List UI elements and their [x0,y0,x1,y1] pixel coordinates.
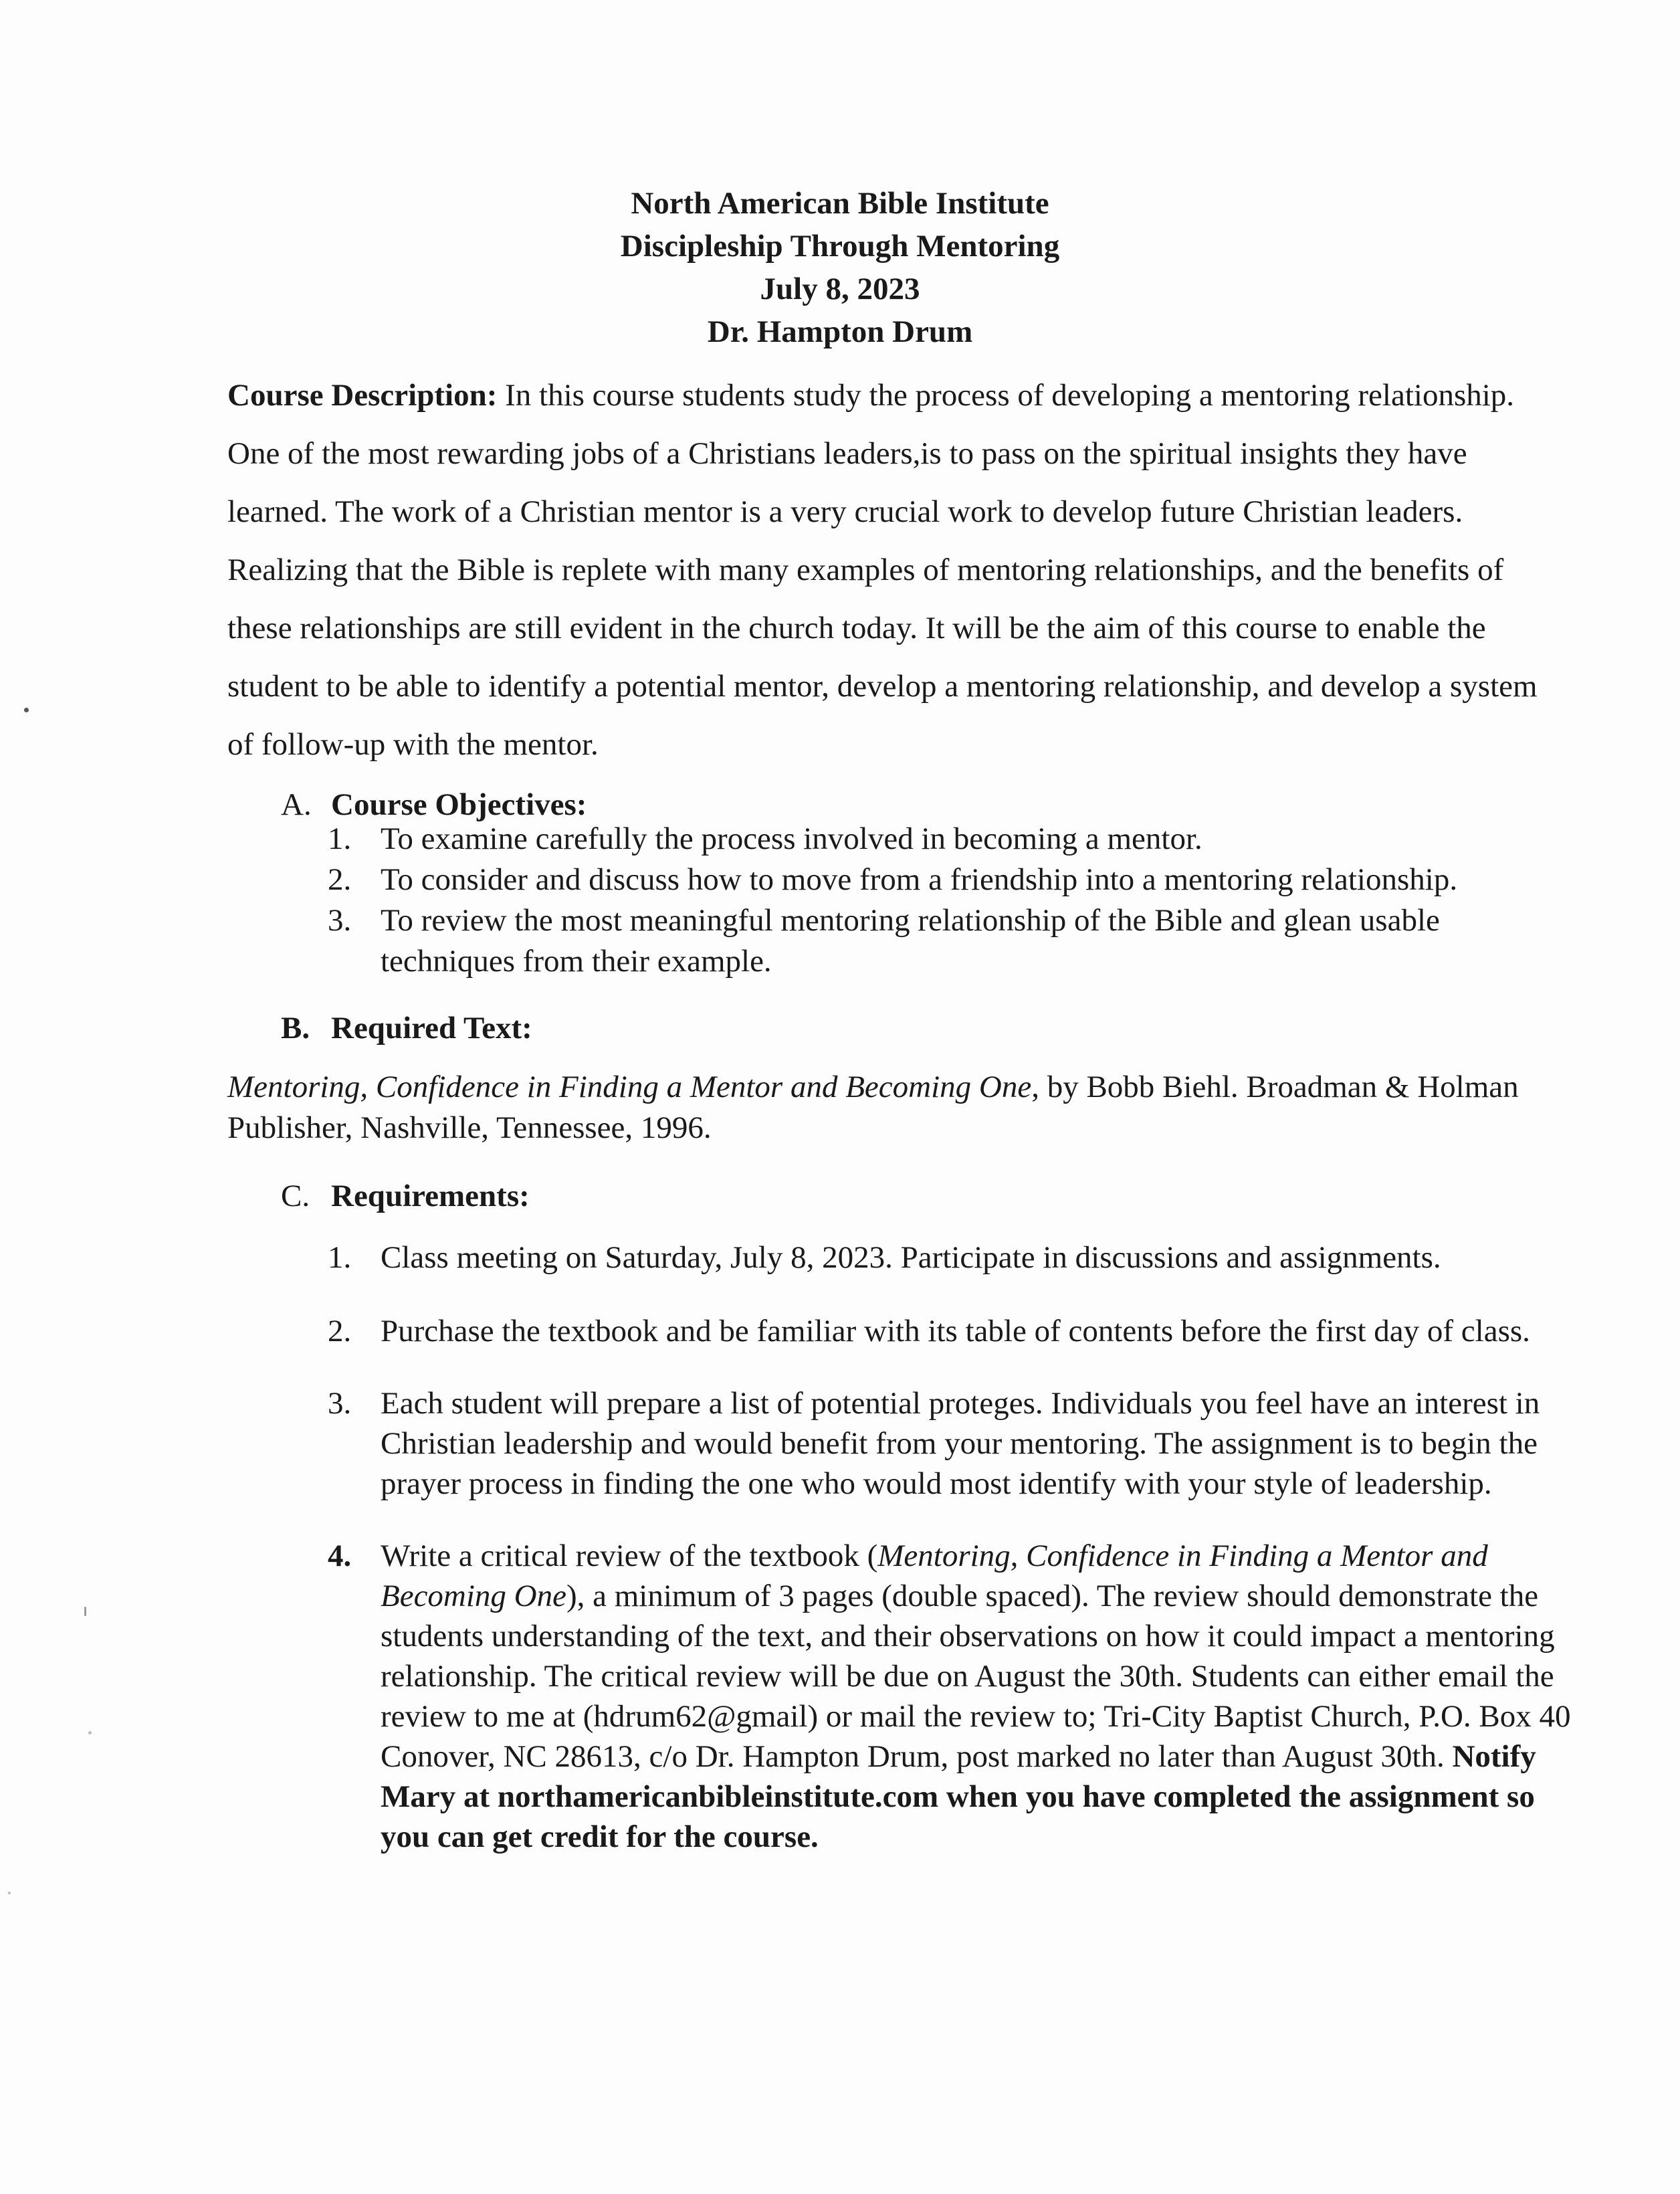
requirements-list [328,1237,1572,1857]
instructor-name: Dr. Hampton Drum [707,314,973,349]
document-header [0,182,1680,353]
list-item [328,1237,1572,1278]
course-description-text: In this course students study the process of developing a mentoring relationship. One of the most rewarding jobs of a Christians leaders,is to pass on the spiritual insights they have learned. The work of a Christian mentor is a very crucial work to develop future Christian leaders. Realizing that the Bible is replete with many examples of mentoring relationships, and the benefits of these relationships are still evident in the church today. It will be the aim of this course to enable the student to be able to identify a potential mentor, develop a mentoring relationship, and develop a system of follow-up with the mentor. [227,378,1538,762]
list-item-text: To consider and discuss how to move from a friendship into a mentoring relationship. [381,862,1458,897]
list-item [328,1311,1572,1351]
scan-speck [8,1892,11,1894]
list-item [328,860,1572,900]
list-number: 3. [328,1386,352,1421]
book-title: Mentoring, Confidence in Finding a Mentor and Becoming One [227,1070,1032,1104]
required-text-citation [227,1067,1558,1149]
book-title: Mentoring, Confidence in Finding a Mentor and Becoming One [381,1538,1488,1613]
course-description [227,367,1558,774]
section-c-letter: C. [281,1179,310,1213]
book-publication: , by Bobb Biehl. Broadman & Holman Publisher, Nashville, Tennessee, 1996. [227,1070,1519,1145]
list-item-text: To examine carefully the process involved in becoming a mentor. [381,821,1202,856]
scan-speck [84,1607,86,1616]
list-item-text: ), a minimum of 3 pages (double spaced). The review should demonstrate the students understanding of the text, and their observations on how it could impact a mentoring relationship. The critical review will be due on August the 30th. Students can either email the review to me at (hdrum62@gmail) or mail the review to; Tri-City Baptist Church, P.O. Box 40 Conover, NC 28613, c/o Dr. Hampton Drum, post marked no later than August 30th. [381,1579,1571,1774]
list-item-text: Write a critical review of the textbook ( [381,1538,878,1573]
objectives-list [328,819,1572,982]
course-title: Discipleship Through Mentoring [620,229,1060,264]
section-a-title: Course Objectives: [331,787,587,822]
list-item [328,819,1572,860]
list-number: 1. [328,1240,352,1275]
section-c-heading [281,1176,530,1216]
list-number: 3. [328,903,352,938]
list-item [328,1383,1572,1504]
list-item-text: Each student will prepare a list of potential proteges. Individuals you feel have an interest in Christian leadership and would benefit from your mentoring. The assignment is to begin the prayer process in finding the one who would most identify with your style of leadership. [381,1386,1540,1501]
section-b-letter: B. [281,1011,310,1045]
section-b-title: Required Text: [331,1011,532,1045]
list-number: 2. [328,862,352,897]
list-item-text: To review the most meaningful mentoring relationship of the Bible and glean usable techniques from their example. [381,903,1440,979]
list-number: 2. [328,1314,352,1349]
list-item-text: Purchase the textbook and be familiar with its table of contents before the first day of class. [381,1314,1530,1349]
scan-speck [24,708,29,712]
section-b-heading [281,1008,532,1048]
list-item [328,1536,1572,1857]
list-number: 4. [328,1538,352,1573]
notification-note: Notify Mary at northamericanbibleinstitute.com when you have completed the assignment so you can get credit for the course. [381,1739,1536,1854]
list-item [328,900,1572,982]
course-description-label: Course Description: [227,378,498,413]
scan-speck [88,1731,92,1734]
list-item-text: Class meeting on Saturday, July 8, 2023. Participate in discussions and assignments. [381,1240,1441,1275]
institution-name: North American Bible Institute [631,186,1049,221]
section-c-title: Requirements: [331,1179,530,1213]
course-date: July 8, 2023 [760,272,920,306]
list-number: 1. [328,821,352,856]
section-a-letter: A. [281,787,312,822]
